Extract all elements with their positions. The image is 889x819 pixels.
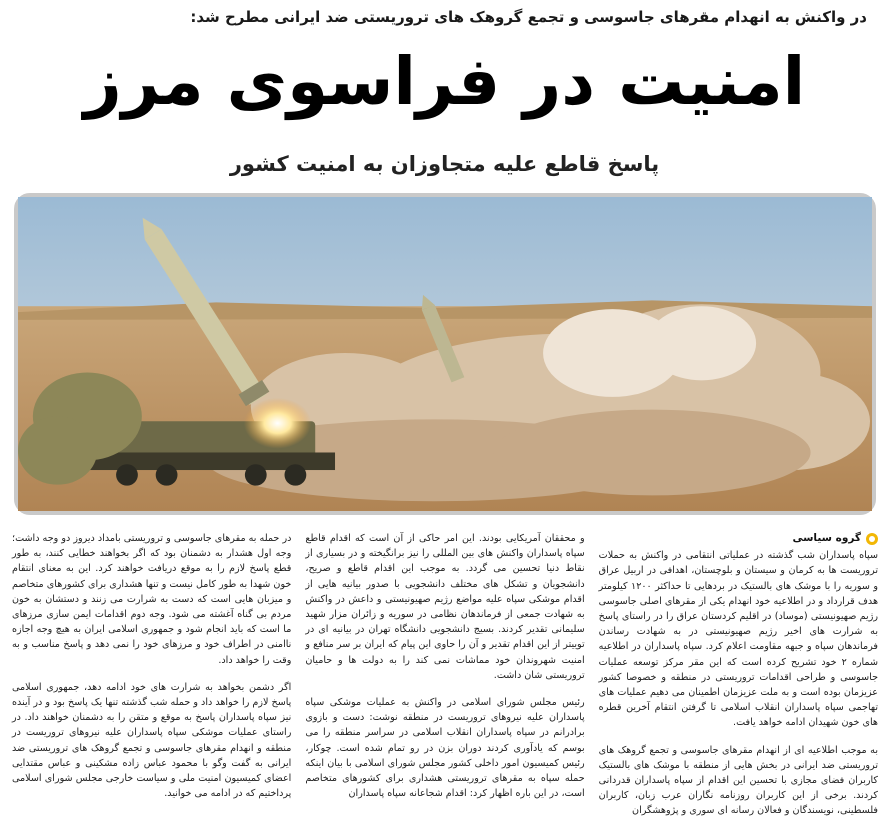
byline [599,531,878,546]
body-paragraph: و محققان آمریکایی بودند. این امر حاکی از آن است که اقدام قاطع سپاه پاسداران واکنش های بین المللی را نیز برانگیخته و در بسیاری از نقاط دنیا تحسین می گردد. به موجب این اقدام قاطع و صریح، دانشجویان و تشکل های مختلف دانشجویی با صدور بیانیه هایی از اقدام موشکی سپاه علیه مواضع رژیم صهیونیستی و داعش در واکنش به شهادت جمعی از فرماندهان نظامی در سوریه و زائران مزار شهید سلیمانی تقدیر کردند. بسیج دانشجویی دانشگاه تهران در بیانیه ای در توییتر از این اقدام تقدیر و آن را حاوی این پیام که ایران بر سر منافع و امنیت شهروندان خود مماشات نمی کند را به دولت ها و حامیان تروریستی شان داشت. [305,533,585,681]
body-paragraph: در حمله به مقرهای جاسوسی و تروریستی بامداد دیروز دو وجه داشت؛ وجه اول هشدار به دشمنان بود که اگر بخواهند خطایی کنند، به طور قطع پاسخ لازم را به موقع دریافت خواهند کرد. این به معنای انتقام خون شهدا به طور کامل نیست و تنها هشداری برای کشورهای متخاصم و میزبان هایی است که دست به شرارت می زنند و دستشان به خون مردم بی گناه آغشته می شود. وجه دوم اقدامات ایمن سازی مرزهای ما است که باید انجام شود و جمهوری اسلامی ایران به هیچ وجه اجازه ناامنی در اطراف خود و مرزهای خود را نمی دهد و پاسخ مناسب و به وقت را خواهد داد. [12,533,292,666]
body-column-2 [305,531,585,800]
circle-bullet-icon [866,533,878,545]
body-paragraph: سپاه پاسداران شب گذشته در عملیاتی انتقامی در واکنش به حملات تروریست ها به کرمان و سیستان و بلوچستان، اهدافی در اربیل عراق و سوریه را با موشک های بالستیک در بردهایی تا حداکثر ۱۲۰۰ کیلومتر هدف قرارداد و در اطلاعیه خود انهدام یکی از مقرهای اصلی جاسوسی رژیم صهیونیستی (موساد) در اقلیم کردستان عراق را در راستای پاسخ به شرارت های اخیر رژیم صهیونیستی در به شهادت رساندن فرماندهان سپاه و جبهه مقاومت اعلام کرد. سپاه پاسداران در اطلاعیه شماره ۲ خود تشریح کرده است که این مقر مرکز توسعه عملیات جاسوسی و طراحی اقدامات تروریستی در منطقه و خصوصا کشور عزیزمان بوده است و به ملت عزیزمان اطمینان می دهیم عملیات های تهاجمی سپاه پاسداران انقلاب اسلامی تا گرفتن انتقام آخرین قطره های خون شهیدان ادامه خواهد یافت. [598,550,878,729]
article-headline: امنیت در فراسوی مرز [83,43,806,120]
body-paragraph: رئیس مجلس شورای اسلامی در واکنش به عملیات موشکی سپاه پاسداران علیه نیروهای تروریست در منطقه نوشت: دست و بازوی برادرانم در سپاه پاسداران انقلاب اسلامی در سراسر منطقه را می بوسم که یادآوری کردند دوران بزن در رو تمام شده است. چوکار، رئیس کمیسیون امور داخلی کشور مجلس شورای اسلامی با بیان اینکه حمله سپاه به مقرهای تروریستی هشداری برای کشورهای متخاصم است، در این باره اظهار کرد: اقدام شجاعانه سپاه پاسداران [305,697,585,800]
article-subhead: پاسخ قاطع علیه متجاوزان به امنیت کشور [229,152,660,176]
byline-label: گروه سیاسی [792,532,861,544]
body-column-3 [12,531,292,800]
article-body [12,531,878,817]
article-kicker: در واکنش به انهدام مقرهای جاسوسی و تجمع گروهک های تروریستی ضد ایرانی مطرح شد: [190,8,867,26]
missile-launch-illustration [18,197,872,511]
body-column-1 [598,531,878,817]
missile-launch-photo [14,193,876,515]
body-paragraph: به موجب اطلاعیه ای از انهدام مقرهای جاسوسی و تجمع گروهک های تروریستی ضد ایرانی در بخش هایی از منطقه با موشک های بالستیک کاربران فضای مجازی با تحسین این اقدام از سپاه پاسداران قدردانی کردند. برخی از این کاربران روزنامه نگاران عرب زبان، کاربران فلسطینی، نویسندگان و فعالان رسانه ای سوری و پژوهشگران [598,744,878,817]
body-paragraph: اگر دشمن بخواهد به شرارت های خود ادامه دهد، جمهوری اسلامی پاسخ لازم را خواهد داد و حمله شب گذشته تنها یک پاسخ بود و در آینده نیز سپاه پاسداران پاسخ به موقع و متقن را به دشمنان خواهند داد. در راستای عملیات موشکی سپاه پاسداران علیه نیروهای تروریست در منطقه و انهدام مقرهای جاسوسی و تجمع گروهک های تروریستی ضد ایرانی به گفت وگو با محمود عباس زاده مشکینی و عباس مقتدایی اعضای کمیسیون امنیت ملی و سیاست خارجی مجلس شورای اسلامی پرداختیم که در ادامه می خوانید. [12,681,292,800]
